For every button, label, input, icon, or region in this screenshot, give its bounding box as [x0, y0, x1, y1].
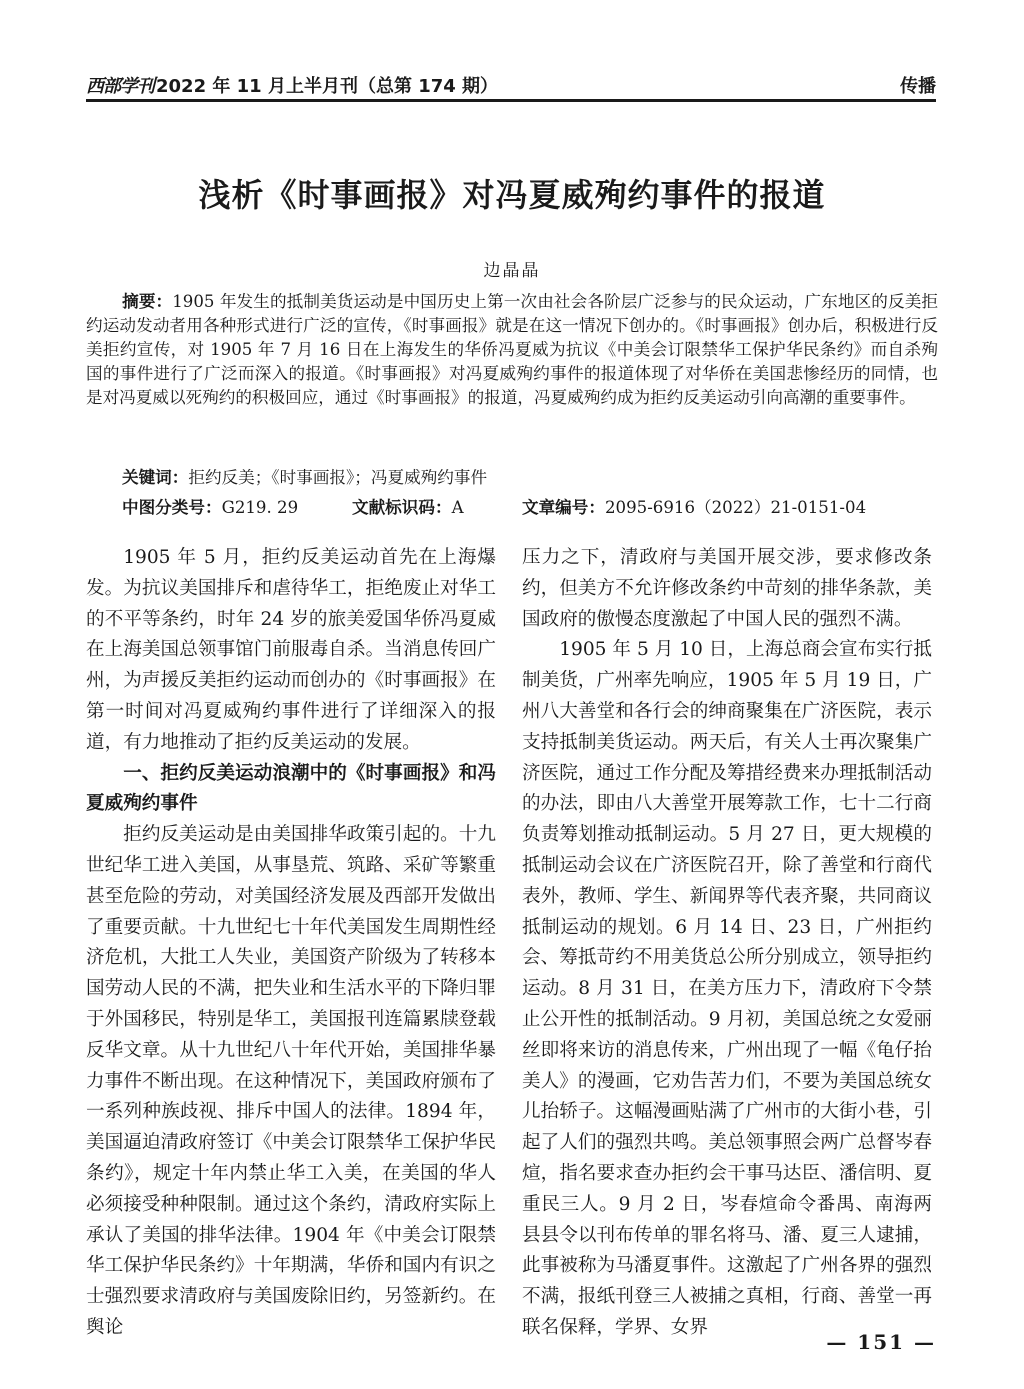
body-column-right — [522, 543, 932, 1344]
clc-value: G219. 29 — [221, 498, 299, 517]
page-number: — 151 — — [826, 1330, 936, 1354]
body-column-left — [86, 543, 496, 1344]
author-name: 边晶晶 — [483, 261, 541, 281]
keywords-text: 拒约反美；《时事画报》；冯夏威殉约事件 — [188, 468, 488, 487]
running-header — [86, 70, 936, 98]
doc-code-value: A — [451, 498, 464, 517]
article-no-field — [522, 496, 866, 520]
abstract — [86, 290, 938, 410]
paragraph: 1905 年 5 月，拒约反美运动首先在上海爆发。为抗议美国排斥和虐待华工，拒绝废止对华工的不平等条约，时年 24 岁的旅美爱国华侨冯夏威在上海美国总领事馆门前服毒自杀。当消息传回广州，为声援反美拒约运动而创办的《时事画报》在第一时间对冯夏威殉约事件进行了详细深入的报道，有力地推动了拒约反美运动的发展。 — [86, 547, 496, 753]
clc-label: 中图分类号： — [122, 498, 222, 517]
article-no-label: 文章编号： — [522, 498, 605, 517]
section-name: 传播 — [900, 76, 936, 97]
paragraph: 1905 年 5 月 10 日，上海总商会宣布实行抵制美货，广州率先响应，1905 年 5 月 19 日，广州八大善堂和各行会的绅商聚集在广济医院，表示支持抵制美货运动。两天后，有关人士再次聚集广济医院，通过工作分配及筹措经费来办理抵制活动的办法，即由八大善堂开展筹款工作，七十二行商负责筹划推动抵制运动。5 月 27 日，更大规模的抵制运动会议在广济医院召开，除了善堂和行商代表外，教师、学生、新闻界等代表齐聚，共同商议抵制运动的规划。6 月 14 日、23 日，广州拒约会、筹抵苛约不用美货总公所分别成立，领导拒约运动。8 月 31 日，在美方压力下，清政府下令禁止公开性的抵制活动。9 月初，美国总统之女爱丽丝即将来访的消息传来，广州出现了一幅《龟仔抬美人》的漫画，它劝告苦力们，不要为美国总统女儿抬轿子。这幅漫画贴满了广州市的大街小巷，引起了人们的强烈共鸣。美总领事照会两广总督岑春煊，指名要求查办拒约会干事马达臣、潘信明、夏重民三人。9 月 2 日，岑春煊命令番禺、南海两县县令以刊布传单的罪名将马、潘、夏三人逮捕，此事被称为马潘夏事件。这激起了广州各界的强烈不满，报纸刊登三人被捕之真相，行商、善堂一再联名保释，学界、女界 — [522, 639, 932, 1338]
issue-info: 2022 年 11 月上半月刊（总第 174 期） — [156, 76, 499, 97]
doc-code-label: 文献标识码： — [352, 498, 452, 517]
clc-field — [122, 496, 298, 520]
keywords — [122, 466, 487, 490]
paragraph: 压力之下，清政府与美国开展交涉，要求修改条约，但美方不允许修改条约中苛刻的排华条款，美国政府的傲慢态度激起了中国人民的强烈不满。 — [522, 547, 932, 630]
article-no-value: 2095-6916（2022）21-0151-04 — [604, 498, 867, 517]
header-rule — [86, 99, 936, 102]
journal-logo: 西部学刊 — [86, 76, 154, 97]
abstract-label: 摘要： — [122, 292, 173, 311]
abstract-text: 1905 年发生的抵制美货运动是中国历史上第一次由社会各阶层广泛参与的民众运动，广东地区的反美拒约运动发动者用各种形式进行广泛的宣传，《时事画报》就是在这一情况下创办的。《时事画报》创办后，积极进行反美拒约宣传，对 1905 年 7 月 16 日在上海发生的华侨冯夏威为抗议《中美会订限禁华工保护华民条约》而自杀殉国的事件进行了广泛而深入的报道。《时事画报》对冯夏威殉约事件的报道体现了对华侨在美国悲惨经历的同情，也是对冯夏威以死殉约的积极回应，通过《时事画报》的报道，冯夏威殉约成为拒约反美运动引向高潮的重要事件。 — [86, 292, 938, 407]
keywords-label: 关键词： — [122, 468, 189, 487]
paragraph: 拒约反美运动是由美国排华政策引起的。十九世纪华工进入美国，从事垦荒、筑路、采矿等繁重甚至危险的劳动，对美国经济发展及西部开发做出了重要贡献。十九世纪七十年代美国发生周期性经济危机，大批工人失业，美国资产阶级为了转移本国劳动人民的不满，把失业和生活水平的下降归罪于外国移民，特别是华工，美国报刊连篇累牍登载反华文章。从十九世纪八十年代开始，美国排华暴力事件不断出现。在这种情况下，美国政府颁布了一系列种族歧视、排斥中国人的法律。1894 年，美国逼迫清政府签订《中美会订限禁华工保护华民条约》，规定十年内禁止华工入美，在美国的华人必须接受种种限制。通过这个条约，清政府实际上承认了美国的排华法律。1904 年《中美会订限禁华工保护华民条约》十年期满，华侨和国内有识之士强烈要求清政府与美国废除旧约，另签新约。在舆论 — [86, 824, 496, 1338]
doc-code-field — [352, 496, 464, 520]
article-title: 浅析《时事画报》对冯夏威殉约事件的报道 — [198, 176, 826, 214]
section-heading: 一、拒约反美运动浪潮中的《时事画报》和冯夏威殉约事件 — [86, 762, 496, 815]
